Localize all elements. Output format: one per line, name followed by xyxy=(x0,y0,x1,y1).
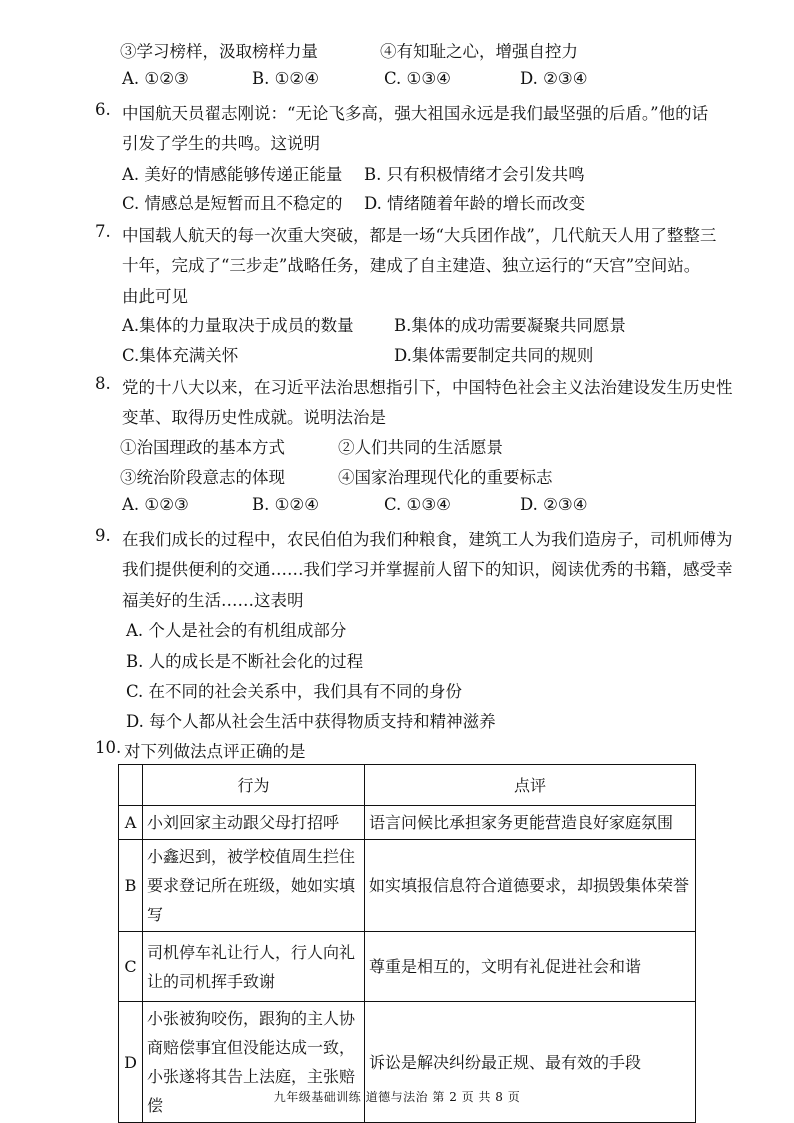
row-letter: D xyxy=(119,1002,143,1123)
row-action: 小刘回家主动跟父母打招呼 xyxy=(143,806,365,840)
question-stem: 我们提供便利的交通……我们学习并掌握前人留下的知识，阅读优秀的书籍，感受幸 xyxy=(122,560,733,579)
row-comment: 诉讼是解决纠纷最正规、最有效的手段 xyxy=(365,1002,696,1123)
column-header-action: 行为 xyxy=(143,765,365,806)
table-row xyxy=(119,932,696,1002)
table-row xyxy=(119,806,696,840)
option-a: A. 个人是社会的有机组成部分 xyxy=(126,621,347,640)
item-2: ②人们共同的生活愿景 xyxy=(338,438,503,457)
option-b: B. 人的成长是不断社会化的过程 xyxy=(126,652,364,671)
row-comment: 语言问候比承担家务更能营造良好家庭氛围 xyxy=(365,806,696,840)
question-stem: 党的十八大以来，在习近平法治思想指引下，中国特色社会主义法治建设发生历史性 xyxy=(122,378,733,397)
question-stem: 福美好的生活……这表明 xyxy=(122,591,304,610)
table-header-row xyxy=(119,765,696,806)
item-4: ④国家治理现代化的重要标志 xyxy=(338,468,553,487)
option-b: B. 只有积极情绪才会引发共鸣 xyxy=(364,165,585,184)
row-letter: B xyxy=(119,840,143,932)
q10-table xyxy=(118,764,696,1123)
option-a: A. ①②③ xyxy=(122,69,189,88)
row-action: 小鑫迟到，被学校值周生拦住要求登记所在班级，她如实填写 xyxy=(143,840,365,932)
option-c: C. 情感总是短暂而且不稳定的 xyxy=(122,194,343,213)
question-stem: 由此可见 xyxy=(122,287,188,306)
table-corner-cell xyxy=(119,765,143,806)
option-a: A. 美好的情感能够传递正能量 xyxy=(122,165,343,184)
row-comment: 尊重是相互的，文明有礼促进社会和谐 xyxy=(365,932,696,1002)
option-d: D. ②③④ xyxy=(520,69,588,88)
question-stem: 变革、取得历史性成就。说明法治是 xyxy=(122,408,386,427)
question-number: 8. xyxy=(95,374,111,393)
option-d: D. ②③④ xyxy=(520,495,588,514)
question-number: 7. xyxy=(95,222,111,241)
column-header-comment: 点评 xyxy=(365,765,696,806)
row-action: 司机停车礼让行人，行人向礼让的司机挥手致谢 xyxy=(143,932,365,1002)
option-d: D. 每个人都从社会生活中获得物质支持和精神滋养 xyxy=(126,712,496,731)
row-action: 小张被狗咬伤，跟狗的主人协商赔偿事宜但没能达成一致，小张遂将其告上法庭，主张赔偿 xyxy=(143,1002,365,1123)
question-stem: 在我们成长的过程中，农民伯伯为我们种粮食，建筑工人为我们造房子，司机师傅为 xyxy=(122,530,733,549)
option-c: C. 在不同的社会关系中，我们具有不同的身份 xyxy=(126,682,463,701)
option-b: B. ①②④ xyxy=(252,495,319,514)
option-b: B. ①②④ xyxy=(252,69,319,88)
option-a: A. ①②③ xyxy=(122,495,189,514)
table-row xyxy=(119,840,696,932)
option-c: C.集体充满关怀 xyxy=(122,346,239,365)
question-number: 9. xyxy=(95,526,111,545)
item-1: ①治国理政的基本方式 xyxy=(120,438,285,457)
option-a: A.集体的力量取决于成员的数量 xyxy=(122,316,354,335)
item-3: ③统治阶段意志的体现 xyxy=(120,468,285,487)
option-b: B.集体的成功需要凝聚共同愿景 xyxy=(394,316,626,335)
question-stem: 中国载人航天的每一次重大突破，都是一场“大兵团作战”，几代航天人用了整整三 xyxy=(122,226,717,245)
question-stem: 对下列做法点评正确的是 xyxy=(124,742,306,761)
question-stem: 中国航天员翟志刚说：“无论飞多高，强大祖国永远是我们最坚强的后盾。”他的话 xyxy=(122,104,709,123)
option-c: C. ①③④ xyxy=(384,495,451,514)
question-number: 10. xyxy=(95,738,122,757)
option-d: D.集体需要制定共同的规则 xyxy=(394,346,594,365)
item-3: ③学习榜样，汲取榜样力量 xyxy=(120,42,318,61)
page-footer: 九年级基础训练 道德与法治 第 2 页 共 8 页 xyxy=(273,1090,521,1104)
question-stem: 十年，完成了“三步走”战略任务，建成了自主建造、独立运行的“天宫”空间站。 xyxy=(122,256,701,275)
item-4: ④有知耻之心，增强自控力 xyxy=(380,42,578,61)
question-number: 6. xyxy=(95,100,111,119)
option-c: C. ①③④ xyxy=(384,69,451,88)
option-d: D. 情绪随着年龄的增长而改变 xyxy=(364,194,586,213)
row-comment: 如实填报信息符合道德要求，却损毁集体荣誉 xyxy=(365,840,696,932)
row-letter: C xyxy=(119,932,143,1002)
row-letter: A xyxy=(119,806,143,840)
question-stem: 引发了学生的共鸣。这说明 xyxy=(122,134,320,153)
